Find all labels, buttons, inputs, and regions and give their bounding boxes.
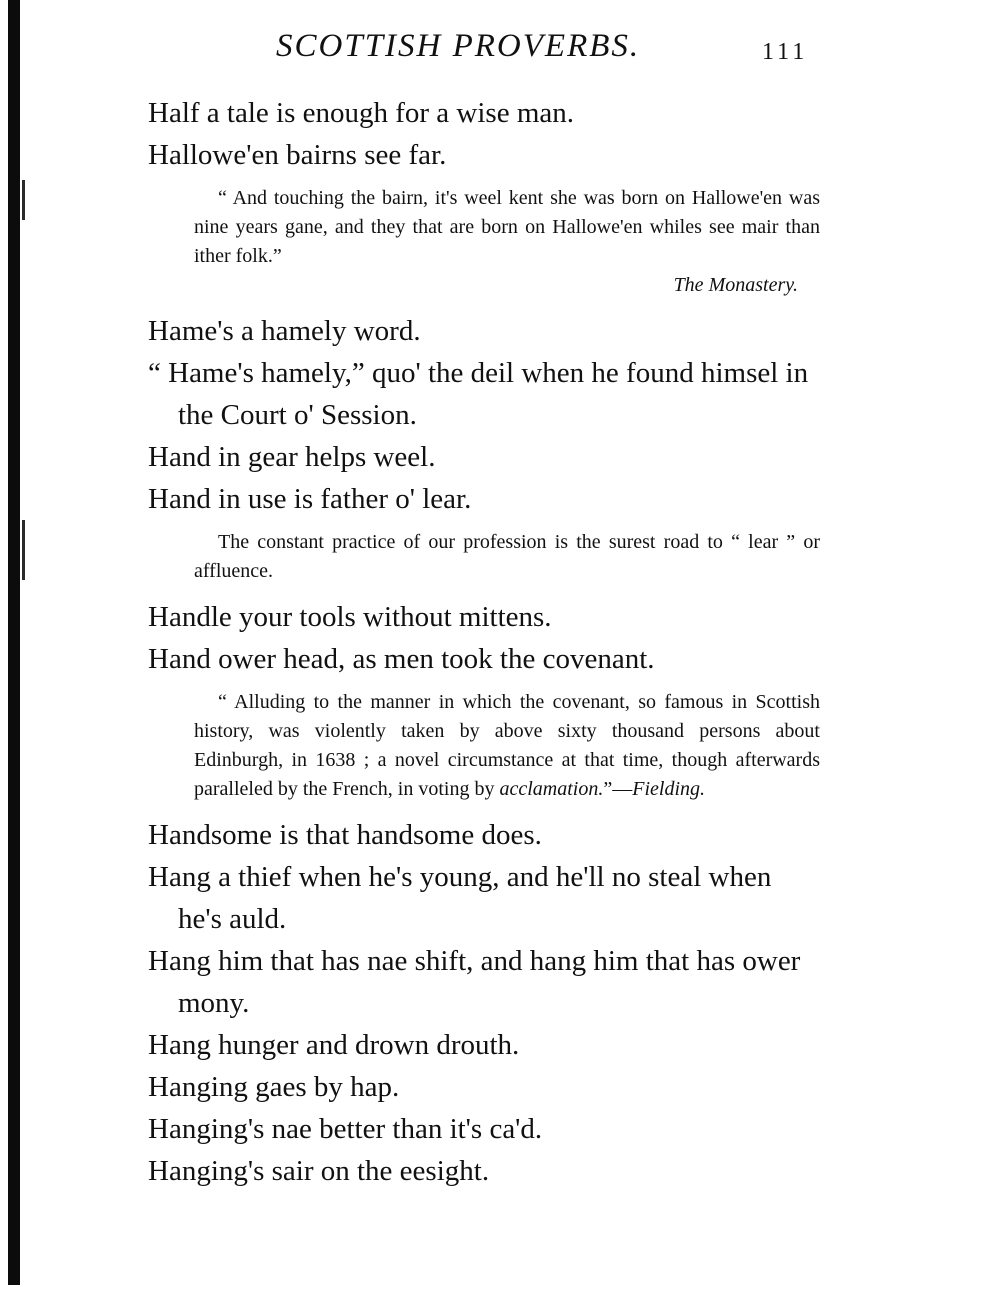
proverb: Hanging's sair on the eesight. (148, 1155, 490, 1187)
proverb: Hanging gaes by hap. (148, 1071, 400, 1103)
proverb: Hanging's nae better than it's ca'd. (148, 1113, 543, 1145)
proverb: Handsome is that handsome does. (148, 819, 542, 851)
binding-fleck (22, 520, 25, 580)
note-italic-text: acclamation. (499, 778, 604, 800)
binding-fleck (22, 180, 25, 220)
note-tail: ”— (603, 778, 633, 800)
proverb-note (194, 688, 820, 804)
note-text: “ And touching the bairn, it's weel kent she was born on Hallowe'en was nine years gane, and they that are born on Hallowe'en whiles see mair than ither folk.” (194, 187, 820, 267)
running-title: SCOTTISH PROVERBS. (276, 28, 641, 64)
proverb: Hallowe'en bairns see far. (148, 139, 447, 171)
proverb-note (194, 184, 820, 300)
proverb: Hang hunger and drown drouth. (148, 1029, 520, 1061)
proverb: Hame's a hamely word. (148, 315, 421, 347)
page-number: 111 (762, 39, 809, 65)
proverb-list (148, 92, 820, 1192)
proverb: Hand ower head, as men took the covenant. (148, 643, 655, 675)
note-author: Fielding. (632, 778, 706, 800)
proverb: Handle your tools without mittens. (148, 601, 552, 633)
note-text: “ Alluding to the manner in which the covenant, so famous in Scottish history, was violently taken by above sixty thousand persons about Edinburgh, in 1638 ; a novel circumstance at that time, though afterwards paralleled by the French, in voting by (194, 691, 820, 800)
proverb: “ Hame's hamely,” quo' the deil when he found himsel in the Court o' Session. (148, 357, 809, 431)
proverb: Hand in gear helps weel. (148, 441, 436, 473)
proverb-note: The constant practice of our profession is the surest road to “ lear ” or affluence. (194, 531, 820, 582)
proverb: Hang him that has nae shift, and hang him that has ower mony. (148, 945, 801, 1019)
proverb: Hand in use is father o' lear. (148, 483, 472, 515)
proverb: Hang a thief when he's young, and he'll no steal when he's auld. (148, 861, 772, 935)
proverb: Half a tale is enough for a wise man. (148, 97, 574, 129)
page-header (0, 28, 1000, 78)
page-binding-edge (8, 0, 20, 1285)
note-attribution: The Monastery. (673, 274, 798, 296)
